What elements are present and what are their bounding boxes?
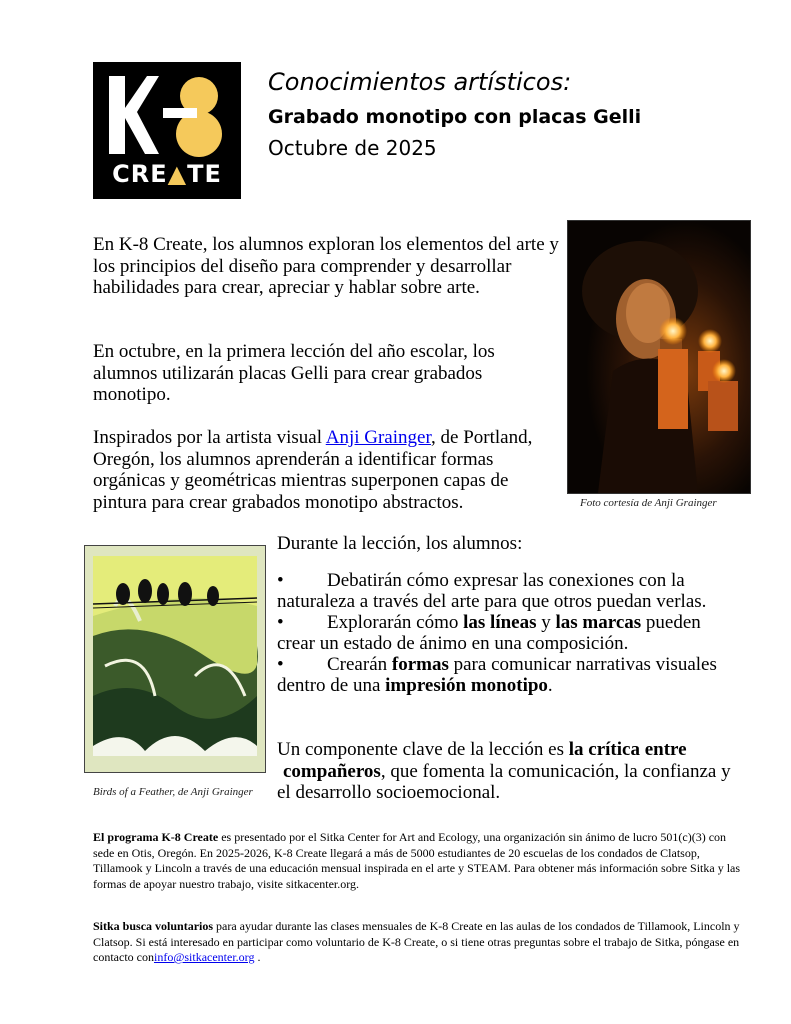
contact-email-link[interactable]: info@sitkacenter.org [153,950,255,964]
logo-k-letter [103,72,159,158]
k8-create-logo [93,62,241,199]
birds-of-a-feather-artwork [85,546,265,772]
intro-paragraph-3: Inspirados por la artista visual Anji Grainger, de Portland, Oregón, los alumnos aprenderán a identificar formas orgánicas y geométricas mientras superponen capas de pintura para crear grabados monotipo abstractos. [93,427,533,513]
artist-photo [567,220,751,494]
lesson-bullet-list [277,570,737,696]
intro-paragraph-2: En octubre, en la primera lección del año escolar, los alumnos utilizarán placas Gelli para crear grabados monotipo. [93,341,495,405]
logo-eight-shape [163,74,233,160]
volunteer-paragraph: Sitka busca voluntarios para ayudar durante las clases mensuales de K-8 Create en las aulas de los condados de Tillamook, Lincoln y Clatsop. Si está interesado en participar como voluntario de K-8 Create, o si tiene otras preguntas sobre el trabajo de Sitka, póngase en contacto coninfo@sitkacenter.org . [93,919,740,964]
page-title: Conocimientos artísticos: [268,68,572,96]
list-item: • Explorarán cómo las líneas y las marcas pueden crear un estado de ánimo en una composición. [277,612,701,654]
logo-wordmark: CRE▲TE [112,160,222,188]
artwork-caption: Birds of a Feather, de Anji Grainger [93,786,253,798]
page-date: Octubre de 2025 [268,136,437,160]
artwork-image [84,545,266,773]
lesson-intro: Durante la lección, los alumnos: [277,533,523,554]
list-item: • Debatirán cómo expresar las conexiones con la naturaleza a través del arte para que otros puedan verlas. [277,570,707,612]
list-item: • Crearán formas para comunicar narrativas visuales dentro de una impresión monotipo. [277,654,717,696]
artist-photo-image [568,221,750,493]
lesson-closing-paragraph: Un componente clave de la lección es la crítica entre compañeros, que fomenta la comunicación, la confianza y el desarrollo socioemocional. [277,739,731,803]
page-subtitle: Grabado monotipo con placas Gelli [268,106,642,128]
program-info-paragraph: El programa K-8 Create es presentado por el Sitka Center for Art and Ecology, una organización sin ánimo de lucro 501(c)(3) con sede en Otis, Oregón. En 2025-2026, K-8 Create llegará a más de 5000 estudiantes de 20 escuelas de los condados de Clatsop, Tillamook y Lincoln a través de una educación mensual inspirada en el arte y STEAM. Para obtener más información sobre Sitka y las formas de apoyar nuestro trabajo, visite sitkacenter.org. [93,830,741,891]
artist-link[interactable]: Anji Grainger [325,427,432,448]
intro-paragraph-1: En K-8 Create, los alumnos exploran los elementos del arte y los principios del diseño para comprender y desarrollar habilidades para crear, apreciar y hablar sobre arte. [93,234,559,298]
photo-caption: Foto cortesía de Anji Grainger [580,497,717,509]
